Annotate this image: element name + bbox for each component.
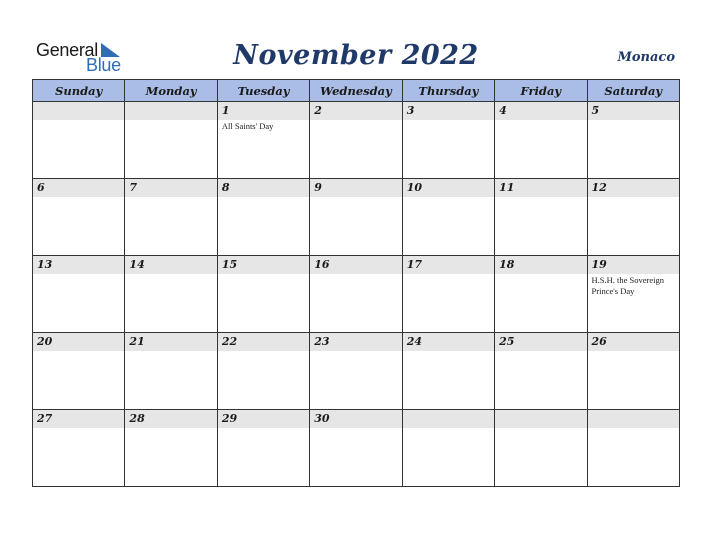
day-cell	[310, 410, 402, 487]
day-number: 23	[310, 333, 401, 351]
week-row	[33, 179, 680, 256]
day-number: 22	[218, 333, 309, 351]
day-cell	[125, 179, 217, 256]
day-number: 12	[588, 179, 679, 197]
week-row	[33, 102, 680, 179]
day-cell	[495, 410, 587, 487]
day-number: 14	[125, 256, 216, 274]
day-cell	[495, 256, 587, 333]
day-cell	[402, 179, 494, 256]
logo-text-blue: Blue	[86, 55, 121, 75]
day-cell	[310, 179, 402, 256]
day-number: 7	[125, 179, 216, 197]
logo-text-general: General	[36, 40, 98, 60]
day-cell	[125, 333, 217, 410]
day-number: 6	[33, 179, 124, 197]
day-number: 15	[218, 256, 309, 274]
day-number: 19	[588, 256, 679, 274]
day-cell	[495, 102, 587, 179]
day-cell	[125, 410, 217, 487]
day-number: 11	[495, 179, 586, 197]
day-number: 17	[403, 256, 494, 274]
weekday-header: Saturday	[587, 80, 679, 102]
day-cell	[587, 333, 679, 410]
day-cell	[217, 410, 309, 487]
weekday-header: Monday	[125, 80, 217, 102]
day-number: 25	[495, 333, 586, 351]
day-number	[33, 102, 124, 120]
day-cell	[217, 333, 309, 410]
day-number: 5	[588, 102, 679, 120]
day-cell	[33, 102, 125, 179]
day-number: 27	[33, 410, 124, 428]
day-number: 3	[403, 102, 494, 120]
weekday-header: Wednesday	[310, 80, 402, 102]
day-number: 28	[125, 410, 216, 428]
day-number: 29	[218, 410, 309, 428]
week-row	[33, 333, 680, 410]
week-row	[33, 410, 680, 487]
day-cell	[310, 333, 402, 410]
holiday-label: H.S.H. the Sovereign Prince's Day	[591, 275, 665, 296]
day-cell	[402, 102, 494, 179]
day-number: 9	[310, 179, 401, 197]
day-cell	[33, 333, 125, 410]
day-cell	[217, 256, 309, 333]
day-cell	[587, 102, 679, 179]
day-cell	[217, 179, 309, 256]
day-number: 8	[218, 179, 309, 197]
weekday-header: Tuesday	[217, 80, 309, 102]
day-number: 13	[33, 256, 124, 274]
day-cell	[587, 256, 679, 333]
day-number	[495, 410, 586, 428]
day-cell	[495, 333, 587, 410]
day-cell	[495, 179, 587, 256]
day-number: 30	[310, 410, 401, 428]
day-number: 10	[403, 179, 494, 197]
day-number: 4	[495, 102, 586, 120]
day-cell	[587, 179, 679, 256]
day-cell	[125, 102, 217, 179]
day-cell	[33, 256, 125, 333]
day-number: 1	[218, 102, 309, 120]
day-cell	[402, 410, 494, 487]
weekday-header: Thursday	[402, 80, 494, 102]
day-cell	[587, 410, 679, 487]
day-cell	[310, 256, 402, 333]
day-number	[403, 410, 494, 428]
day-number: 21	[125, 333, 216, 351]
day-cell	[125, 256, 217, 333]
day-cell	[402, 333, 494, 410]
weekday-header: Sunday	[33, 80, 125, 102]
day-cell	[33, 179, 125, 256]
day-number: 16	[310, 256, 401, 274]
day-cell	[33, 410, 125, 487]
holiday-label: All Saints' Day	[221, 121, 274, 131]
weekday-header-row	[33, 80, 680, 102]
week-row	[33, 256, 680, 333]
calendar-title: November 2022	[233, 40, 479, 71]
country-name: Monaco	[617, 50, 675, 65]
day-number: 18	[495, 256, 586, 274]
weekday-header: Friday	[495, 80, 587, 102]
day-number: 24	[403, 333, 494, 351]
calendar-grid	[32, 79, 680, 487]
day-number: 2	[310, 102, 401, 120]
day-cell	[402, 256, 494, 333]
day-number: 26	[588, 333, 679, 351]
day-number: 20	[33, 333, 124, 351]
day-cell	[310, 102, 402, 179]
day-number	[588, 410, 679, 428]
day-number	[125, 102, 216, 120]
day-cell	[217, 102, 309, 179]
